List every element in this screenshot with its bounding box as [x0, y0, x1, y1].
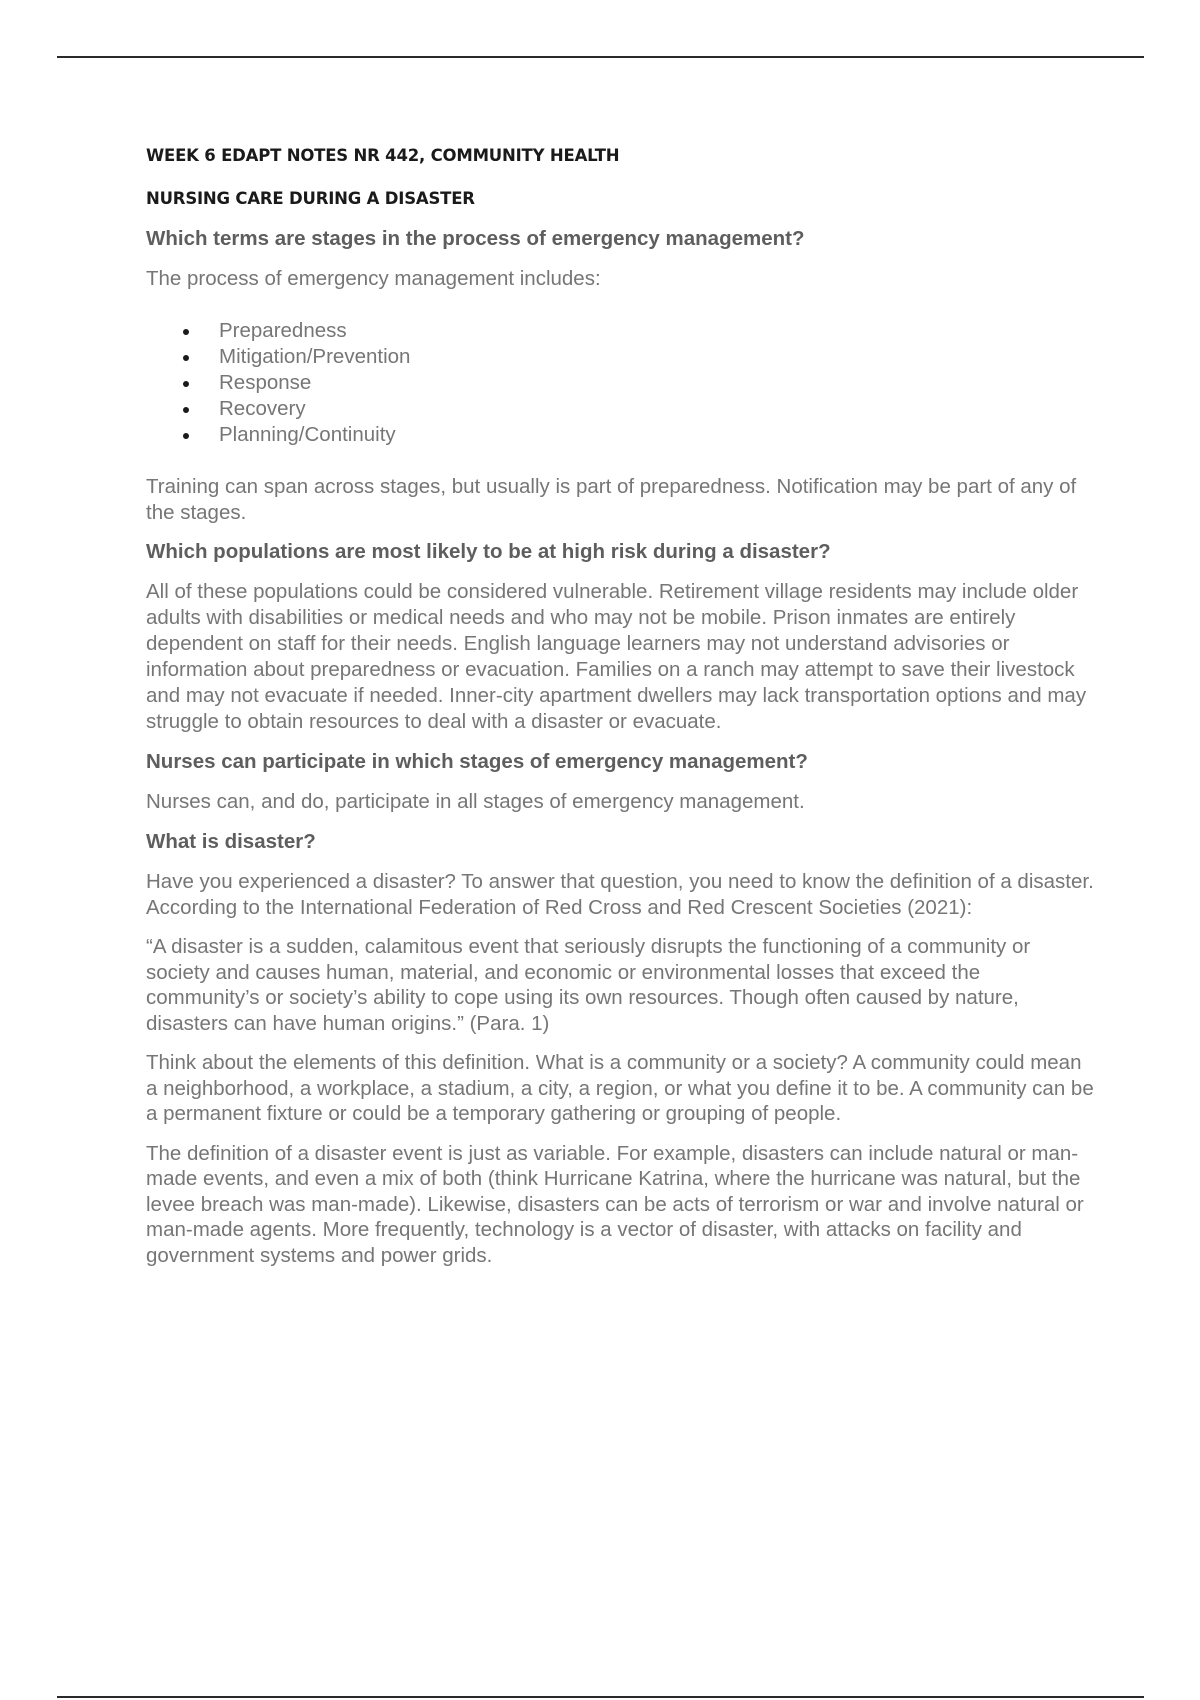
list-item: Mitigation/Prevention [146, 344, 1096, 370]
list-item: Planning/Continuity [146, 422, 1096, 448]
disaster-definition-intro: Have you experienced a disaster? To answer that question, you need to know the definition of a disaster. According to the International Federation of Red Cross and Red Crescent Societies (2021): [146, 870, 1094, 919]
stages-list [146, 318, 1096, 448]
nurse-participation-answer: Nurses can, and do, participate in all stages of emergency management. [146, 790, 805, 813]
question-high-risk-populations: Which populations are most likely to be at high risk during a disaster? [146, 540, 831, 563]
bullet-icon [183, 355, 189, 361]
disaster-variability-paragraph: The definition of a disaster event is just as variable. For example, disasters can include natural or man-made events, and even a mix of both (think Hurricane Katrina, where the hurricane was natural, but the levee breach was man-made). Likewise, disasters can be acts of terrorism or war and involve natural or man-made agents. More frequently, technology is a vector of disaster, with attacks on facility and government systems and power grids. [146, 1141, 1084, 1267]
question-nurse-participation: Nurses can participate in which stages of emergency management? [146, 750, 808, 773]
question-emergency-stages: Which terms are stages in the process of emergency management? [146, 227, 805, 250]
document-body [146, 146, 1096, 1282]
list-item: Response [146, 370, 1096, 396]
list-item: Preparedness [146, 318, 1096, 344]
header-rule [57, 56, 1144, 58]
training-note: Training can span across stages, but usually is part of preparedness. Notification may be part of any of the stages. [146, 475, 1077, 524]
bullet-icon [183, 407, 189, 413]
high-risk-answer: All of these populations could be considered vulnerable. Retirement village residents may include older adults with disabilities or medical needs and who may not be mobile. Prison inmates are entirely dependent on staff for their needs. English language learners may not understand advisories or information about preparedness or evacuation. Families on a ranch may attempt to save their livestock and may not evacuate if needed. Inner-city apartment dwellers may lack transportation options and may struggle to obtain resources to deal with a disaster or evacuate. [146, 580, 1087, 733]
document-subtitle: NURSING CARE DURING A DISASTER [146, 189, 475, 208]
bullet-icon [183, 329, 189, 335]
question-what-is-disaster: What is disaster? [146, 830, 316, 853]
stages-intro: The process of emergency management includes: [146, 267, 601, 290]
list-item: Recovery [146, 396, 1096, 422]
disaster-definition-quote: “A disaster is a sudden, calamitous event that seriously disrupts the functioning of a community or society and causes human, material, and economic or environmental losses that exceed the community’s or society’s ability to cope using its own resources. Though often caused by nature, disasters can have human origins.” (Para. 1) [146, 935, 1031, 1035]
bullet-icon [183, 381, 189, 387]
community-elements-paragraph: Think about the elements of this definition. What is a community or a society? A community could mean a neighborhood, a workplace, a stadium, a city, a region, or what you define it to be. A community can be a permanent fixture or could be a temporary gathering or grouping of people. [146, 1051, 1094, 1125]
footer-rule [57, 1696, 1144, 1698]
bullet-icon [183, 433, 189, 439]
document-title: WEEK 6 EDAPT NOTES NR 442, COMMUNITY HEALTH [146, 146, 620, 165]
